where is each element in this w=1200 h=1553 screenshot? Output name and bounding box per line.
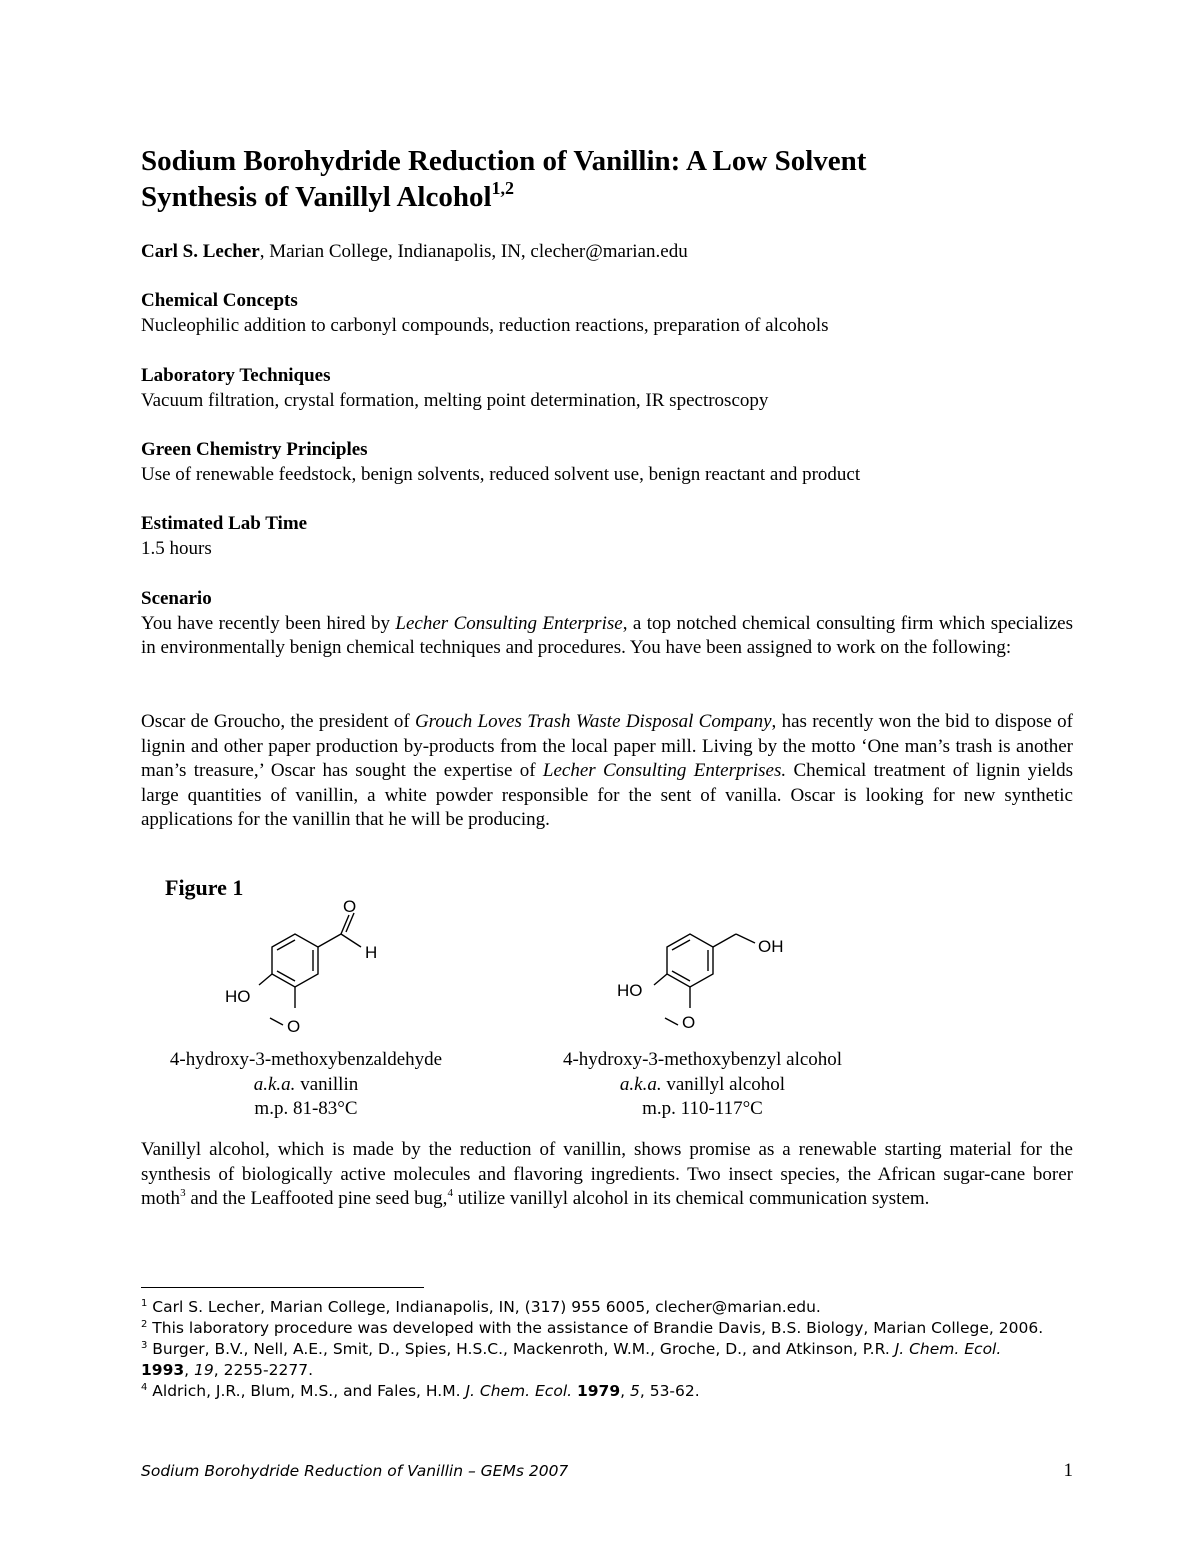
molecule-name: 4-hydroxy-3-methoxybenzaldehyde bbox=[169, 1049, 443, 1070]
benzene-ring bbox=[667, 934, 713, 987]
atom-oh: OH bbox=[758, 937, 784, 956]
title-footnote-refs: 1,2 bbox=[491, 178, 515, 198]
section-heading: Scenario bbox=[141, 588, 212, 609]
figure-label: Figure 1 bbox=[165, 875, 244, 900]
closing-paragraph: Vanillyl alcohol, which is made by the reduction of vanillin, shows promise as a renewable starting material for the synthesis of biologically active molecules and flavoring ingredients. Two insect species, the African sugar-cane borer moth$^3$ and the Leaffooted pine seed bug,$^4$ utilize vanillyl alcohol in its chemical communication system. bbox=[141, 1139, 1073, 1209]
section-body: 1.5 hours bbox=[141, 537, 212, 559]
atom-o-carbonyl: O bbox=[343, 897, 357, 916]
atom-h: H bbox=[365, 943, 378, 962]
vanillyl-alcohol-structure bbox=[610, 890, 810, 1040]
author-name: Carl S. Lecher bbox=[141, 241, 260, 262]
document-title bbox=[141, 143, 1073, 215]
company-name: Lecher Consulting Enterprises. bbox=[542, 760, 787, 781]
atom-ho: HO bbox=[617, 981, 643, 1000]
company-name: Lecher Consulting Enterprise bbox=[395, 612, 623, 634]
scenario-paragraph-1: You have recently been hired by Lecher Consulting Enterprise, a top notched chemical consulting firm which specializes in environmentally benign chemical techniques and procedures. You have been assigned to work on the following: bbox=[141, 612, 1073, 658]
running-footer: Sodium Borohydride Reduction of Vanillin – GEMs 2007 bbox=[141, 1462, 569, 1480]
vanillyl-alcohol-caption bbox=[530, 1048, 875, 1122]
section-scenario bbox=[141, 587, 1073, 661]
section-heading: Chemical Concepts bbox=[141, 290, 298, 311]
title-line-1: Sodium Borohydride Reduction of Vanillin: A Low Solvent bbox=[141, 145, 867, 177]
molecule-name: 4-hydroxy-3-methoxybenzyl alcohol bbox=[562, 1049, 843, 1070]
section-heading: Estimated Lab Time bbox=[141, 513, 308, 534]
author-affiliation: , Marian College, Indianapolis, IN, clecher@marian.edu bbox=[259, 241, 688, 262]
footnote-divider bbox=[141, 1287, 424, 1288]
footnotes bbox=[141, 1297, 1073, 1402]
section-body: Vacuum filtration, crystal formation, melting point determination, IR spectroscopy bbox=[141, 389, 769, 411]
molecule-melting-point: m.p. 110-117°C bbox=[642, 1098, 763, 1119]
vanillin-caption bbox=[141, 1048, 471, 1122]
molecule-aka: a.k.a. vanillyl alcohol bbox=[619, 1073, 786, 1095]
section-heading: Laboratory Techniques bbox=[141, 365, 331, 386]
footnote-1: $^1$ Carl S. Lecher, Marian College, Indianapolis, IN, (317) 955 6005, clecher@marian.edu. bbox=[141, 1298, 821, 1316]
scenario-paragraph-2: Oscar de Groucho, the president of Grouch Loves Trash Waste Disposal Company, has recently won the bid to dispose of lignin and other paper production by-products from the local paper mill. Living by the motto ‘One man’s trash is another man’s treasure,’ Oscar has sought the expertise of Lecher Consulting Enterprises. Chemical treatment of lignin yields large quantities of vanillin, a white powder responsible for the sent of vanilla. Oscar is looking for new synthetic applications for the vanillin that he will be producing. bbox=[141, 711, 1073, 830]
section-chemical-concepts bbox=[141, 289, 1073, 338]
footnote-ref: 3 bbox=[180, 1187, 186, 1199]
molecule-aka: a.k.a. vanillin bbox=[253, 1073, 359, 1095]
section-lab-time bbox=[141, 512, 1073, 561]
atom-o-methoxy: O bbox=[682, 1013, 696, 1032]
molecule-melting-point: m.p. 81-83°C bbox=[254, 1098, 358, 1119]
page-number: 1 bbox=[1063, 1460, 1073, 1481]
atom-o-methoxy: O bbox=[287, 1017, 301, 1036]
section-body: Use of renewable feedstock, benign solvents, reduced solvent use, benign reactant and product bbox=[141, 463, 861, 485]
footnote-4: $^4$ Aldrich, J.R., Blum, M.S., and Fales, H.M. J. Chem. Ecol. 1979, 5, 53-62. bbox=[141, 1382, 700, 1400]
title-line-2: Synthesis of Vanillyl Alcohol bbox=[141, 181, 492, 213]
footnote-ref: 4 bbox=[447, 1187, 453, 1199]
footnote-3: $^3$ Burger, B.V., Nell, A.E., Smit, D., Spies, H.S.C., Mackenroth, W.M., Groche, D., and Atkinson, P.R. J. Chem. Ecol. 1993, 19, 2255-2277. bbox=[141, 1340, 1002, 1379]
vanillin-structure bbox=[215, 890, 405, 1040]
benzene-ring bbox=[272, 934, 318, 987]
company-name: Grouch Loves Trash Waste Disposal Company bbox=[414, 711, 772, 732]
author-line bbox=[141, 240, 1073, 265]
atom-ho: HO bbox=[225, 987, 251, 1006]
section-body: Nucleophilic addition to carbonyl compounds, reduction reactions, preparation of alcohols bbox=[141, 314, 829, 336]
footnote-2: $^2$ This laboratory procedure was developed with the assistance of Brandie Davis, B.S. Biology, Marian College, 2006. bbox=[141, 1319, 1044, 1337]
section-green-chemistry bbox=[141, 438, 1073, 487]
section-heading: Green Chemistry Principles bbox=[141, 439, 368, 460]
section-lab-techniques bbox=[141, 364, 1073, 413]
